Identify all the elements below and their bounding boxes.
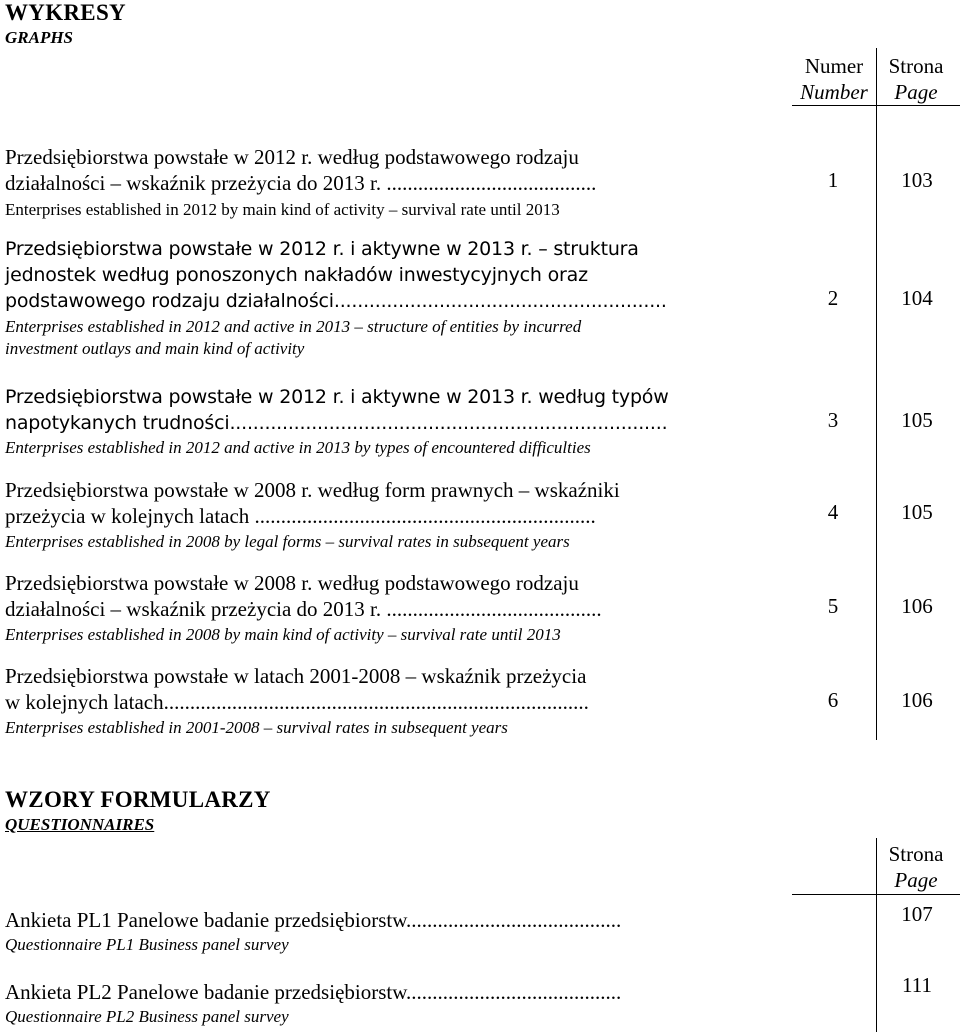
section-subtitle-graphs: GRAPHS — [5, 28, 74, 47]
toc-entry-questionnaire-2[interactable] — [5, 979, 621, 1028]
page-header-en: Page — [894, 80, 938, 104]
entry-title-pl: przeżycia w kolejnych latach ................................................................. — [5, 504, 596, 528]
entry-title-pl: napotykanych trudności........................................................................... — [5, 412, 668, 434]
graph-number: 6 — [827, 688, 839, 712]
section-subtitle-forms: QUESTIONNAIRES — [5, 815, 155, 834]
entry-title-pl: Przedsiębiorstwa powstałe w 2008 r. według podstawowego rodzaju — [5, 571, 579, 595]
forms-page-header-pl: Strona — [888, 842, 944, 866]
graph-number: 3 — [827, 408, 839, 432]
entry-title-en: Enterprises established in 2012 by main kind of activity – survival rate until 2013 — [5, 200, 560, 219]
entry-title-en: Enterprises established in 2012 and active in 2013 by types of encountered difficulties — [5, 438, 591, 457]
entry-title-en: Enterprises established in 2008 by legal forms – survival rates in subsequent years — [5, 532, 570, 551]
entry-title-pl: w kolejnych latach................................................................................. — [5, 690, 589, 714]
toc-entry-graph-3[interactable] — [5, 384, 669, 459]
questionnaire-title-en: Questionnaire PL1 Business panel survey — [5, 935, 289, 954]
page-column-header — [877, 53, 955, 105]
entry-title-pl: Przedsiębiorstwa powstałe w 2008 r. według form prawnych – wskaźniki — [5, 478, 620, 502]
forms-page-column-header — [877, 841, 955, 893]
graph-page: 105 — [901, 500, 933, 524]
entry-title-pl: działalności – wskaźnik przeżycia do 2013 r. ........................................ — [5, 171, 597, 195]
section-title-graphs: WYKRESY — [5, 0, 126, 25]
toc-entry-graph-4[interactable] — [5, 477, 620, 553]
questionnaire-title-pl: Ankieta PL2 Panelowe badanie przedsiębiorstw......................................... — [5, 980, 622, 1004]
entry-title-pl: działalności – wskaźnik przeżycia do 2013 r. ......................................... — [5, 597, 602, 621]
questionnaire-title-en: Questionnaire PL2 Business panel survey — [5, 1007, 289, 1026]
entry-title-pl: podstawowego rodzaju działalności......................................................... — [5, 290, 667, 312]
section-title-forms: WZORY FORMULARZY — [5, 787, 271, 812]
forms-page-header-en: Page — [894, 868, 938, 892]
graph-page: 106 — [901, 688, 933, 712]
entry-title-pl: Przedsiębiorstwa powstałe w 2012 r. i aktywne w 2013 r. – struktura — [5, 238, 639, 260]
toc-entry-graph-6[interactable] — [5, 663, 589, 739]
column-divider — [876, 48, 877, 740]
graph-page: 105 — [901, 408, 933, 432]
graph-number: 5 — [827, 594, 839, 618]
graph-page: 106 — [901, 594, 933, 618]
toc-entry-graph-5[interactable] — [5, 570, 602, 646]
entry-title-pl: Przedsiębiorstwa powstałe w 2012 r. i aktywne w 2013 r. według typów — [5, 386, 669, 408]
entry-title-en: investment outlays and main kind of activity — [5, 339, 305, 358]
entry-title-en: Enterprises established in 2008 by main kind of activity – survival rate until 2013 — [5, 625, 561, 644]
entry-title-pl: Przedsiębiorstwa powstałe w 2012 r. według podstawowego rodzaju — [5, 145, 579, 169]
toc-entry-graph-1[interactable] — [5, 144, 596, 221]
graph-number: 1 — [827, 168, 839, 192]
entry-title-pl: Przedsiębiorstwa powstałe w latach 2001-2008 – wskaźnik przeżycia — [5, 664, 587, 688]
forms-column-divider — [876, 838, 877, 1032]
questionnaire-page: 107 — [901, 902, 933, 926]
graph-page: 103 — [901, 168, 933, 192]
number-header-pl: Numer — [804, 54, 864, 78]
graph-number: 2 — [827, 286, 839, 310]
questionnaire-page: 111 — [902, 973, 932, 997]
questionnaire-title-pl: Ankieta PL1 Panelowe badanie przedsiębiorstw......................................... — [5, 908, 622, 932]
entry-title-en: Enterprises established in 2001-2008 – survival rates in subsequent years — [5, 718, 508, 737]
entry-title-pl: jednostek według ponoszonych nakładów inwestycyjnych oraz — [5, 264, 588, 286]
toc-entry-questionnaire-1[interactable] — [5, 907, 621, 956]
graph-page: 104 — [901, 286, 933, 310]
graph-number: 4 — [827, 500, 839, 524]
page-header-pl: Strona — [888, 54, 944, 78]
number-header-en: Number — [800, 80, 868, 104]
number-column-header — [792, 53, 876, 105]
toc-entry-graph-2[interactable] — [5, 236, 667, 360]
entry-title-en: Enterprises established in 2012 and active in 2013 – structure of entities by incurred — [5, 317, 582, 336]
